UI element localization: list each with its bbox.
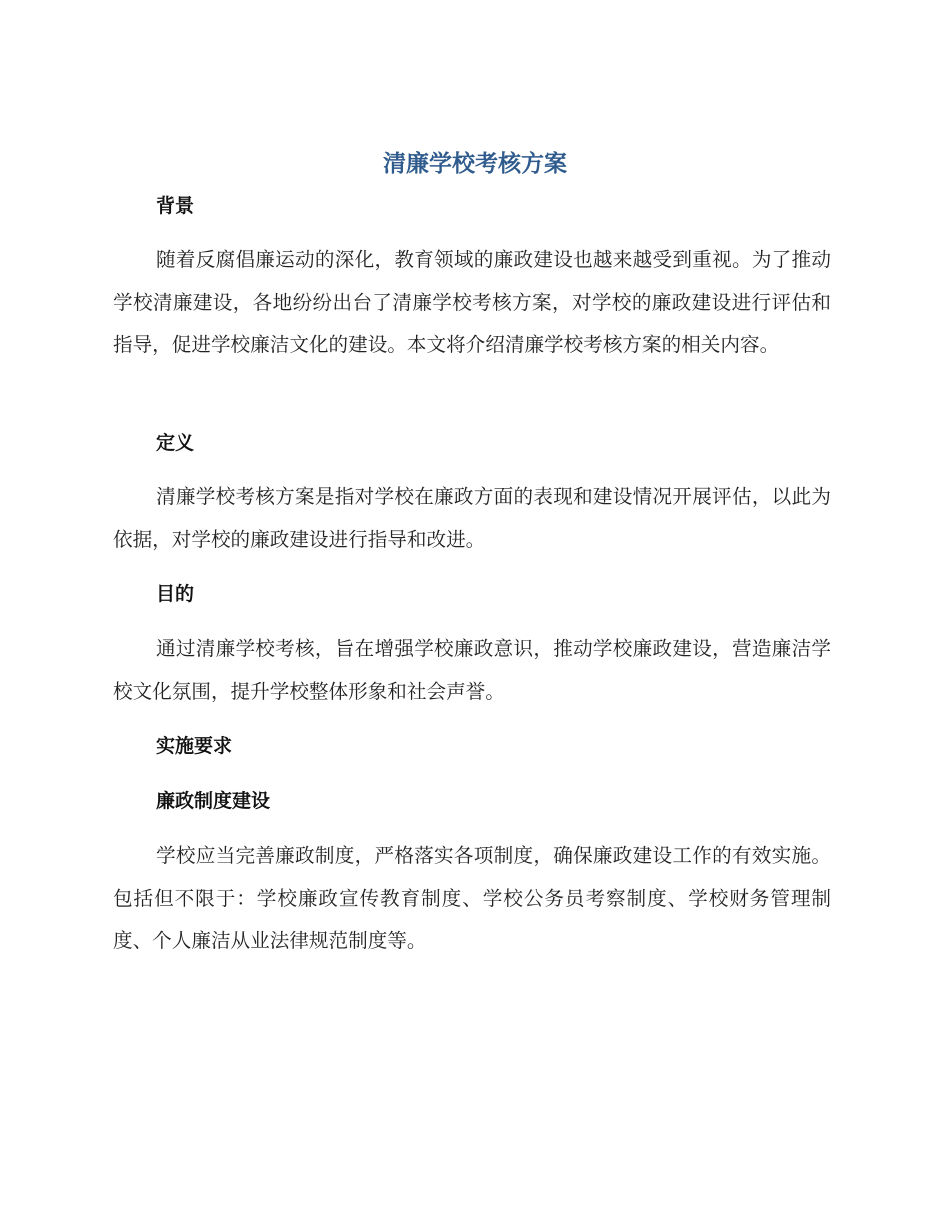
section-paragraph-integrity-system: 学校应当完善廉政制度，严格落实各项制度，确保廉政建设工作的有效实施。包括但不限于：学校廉政宣传教育制度、学校公务员考察制度、学校财务管理制度、个人廉洁从业法律规范制度等。 bbox=[113, 844, 831, 952]
section-heading-definition: 定义 bbox=[156, 432, 195, 454]
section-paragraph-background: 随着反腐倡廉运动的深化，教育领域的廉政建设也越来越受到重视。为了推动学校清廉建设，各地纷纷出台了清廉学校考核方案，对学校的廉政建设进行评估和指导，促进学校廉洁文化的建设。本文将介绍清廉学校考核方案的相关内容。 bbox=[113, 248, 831, 356]
section-heading-requirements: 实施要求 bbox=[156, 735, 233, 757]
section-paragraph-purpose: 通过清廉学校考核，旨在增强学校廉政意识，推动学校廉政建设，营造廉洁学校文化氛围，提升学校整体形象和社会声誉。 bbox=[113, 637, 831, 703]
section-heading-purpose: 目的 bbox=[156, 583, 195, 605]
section-heading-background: 背景 bbox=[156, 195, 195, 217]
section-paragraph-definition: 清廉学校考核方案是指对学校在廉政方面的表现和建设情况开展评估，以此为依据，对学校的廉政建设进行指导和改进。 bbox=[113, 485, 831, 551]
section-heading-integrity-system: 廉政制度建设 bbox=[156, 790, 271, 812]
document-title: 清廉学校考核方案 bbox=[383, 151, 567, 177]
